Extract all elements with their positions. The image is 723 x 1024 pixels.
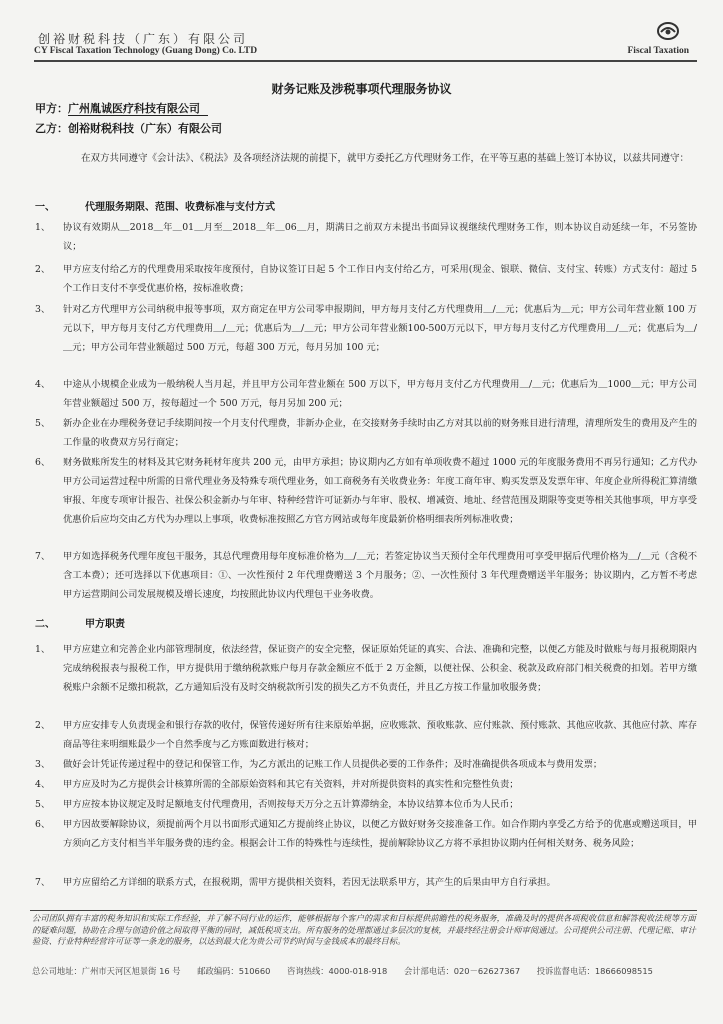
intro-paragraph: 在双方共同遵守《会计法》、《税法》及各项经济法规的前提下，就甲方委托乙方代理财务工作，在平等互惠的基础上签订本协议，以兹共同遵守：	[81, 153, 690, 164]
company-name-en: CY Fiscal Taxation Technology (Guang Dong) Co. LTD	[34, 46, 258, 56]
clause-text: 新办企业在办理税务登记手续期间按一个月支付代理费，非新办企业，在交接财务手续时由乙方对其以前的财务账目进行清理，清理所发生的费用及产生的工作量的收费双方另行商定；	[63, 418, 697, 448]
clause-text: 针对乙方代理甲方公司纳税申报等事项，双方商定在甲方公司零申报期间，甲方每月支付乙方代理费用＿/＿元；优惠后为＿元；甲方公司年营业额 100 万元以下，甲方每月支付乙方代理费用＿/＿元；优惠后为＿/＿元；甲方公司年营业额100-500万元以下，甲方每月支付乙方代理费用＿/＿元；优惠后为＿/＿元；甲方公司年营业额超过 500 万元，每超 300 万元，每月另加 100 元；	[63, 304, 697, 353]
clause-number: 2、	[35, 264, 51, 275]
footer-postcode: 邮政编码：510660	[197, 966, 271, 976]
clause-text: 甲方应及时为乙方提供会计核算所需的全部原始资料和其它有关资料，并对所提供资料的真实性和完整性负责；	[63, 779, 519, 790]
clause-1-2	[35, 260, 697, 298]
clause-text: 甲方因故要解除协议，须提前两个月以书面形式通知乙方提前终止协议，以便乙方做好财务交接准备工作。如合作期内享受乙方给予的优惠或赠送项目，甲方须向乙方支付相当半年服务费的违约金。根据会计工作的特殊性与连续性，提前解除协议乙方将不承担协议期内任何相关财务、税务风险；	[63, 819, 697, 849]
clause-1-3	[35, 300, 697, 357]
clause-1-4	[35, 375, 697, 413]
party-b-name: 创裕财税科技（广东）有限公司	[68, 122, 222, 135]
footer-divider	[30, 910, 697, 911]
clause-text: 做好会计凭证传递过程中的登记和保管工作，为乙方派出的记账工作人员提供必要的工作条件；及时准确提供各项成本与费用发票；	[63, 759, 603, 770]
clause-number: 5、	[35, 418, 51, 429]
clause-text: 财务做账所发生的材料及其它财务耗材年度共 200 元，由甲方承担；协议期内乙方如有单项收费不超过 1000 元的年度服务费用不再另行通知；乙方代办甲方公司运营过程中所需的日常代理业务及特殊专项代理业务，如工商税务有关收费业务：年度工商年审、购买发票及发票年审、年度企业所得税汇算清缴审报、年度专项审计报告、社保公积金新办与年审、特种经营许可证新办与年审、股权、增减资、地址、经营范围及期限等变更等相关其他事项，甲方享受优惠价后应均交由乙方代为办理以上事项，收费标准按照乙方官方网站或每年度最新价格明细表所列标准收费；	[63, 457, 697, 525]
section-2-title: 甲方职责	[85, 619, 125, 630]
clause-number: 7、	[35, 877, 51, 888]
clause-text: 甲方如选择税务代理年度包干服务，其总代理费用每年度标准价格为＿/＿元；若签定协议当天预付全年代理费用可享受甲据后代理价格为＿/＿元（含税不含工本费）；还可选择以下优惠项目：①、一次性预付 2 年代理费赠送 3 个月服务；②、一次性预付 3 年代理费赠送半年服务；协议期内，乙方暂不考虑甲方运营期间公司发展规模及增长速度，均按照此协议内代理包干业务收费。	[63, 551, 697, 600]
clause-text: 中途从小规模企业成为一般纳税人当月起，并且甲方公司年营业额在 500 万以下，甲方每月支付乙方代理费用＿/＿元；优惠后为＿1000＿元；甲方公司年营业额超过 500 万，按每超过一个 500 万元，每月另加 200 元；	[63, 379, 697, 409]
clause-1-5	[35, 414, 697, 452]
header-divider	[34, 60, 697, 62]
clause-number: 6、	[35, 457, 51, 468]
clause-2-5	[35, 795, 697, 814]
document-title: 财务记账及涉税事项代理服务协议	[271, 82, 452, 96]
clause-number: 4、	[35, 779, 51, 790]
footer-address: 总公司地址：广州市天河区旭景街 16 号	[32, 966, 181, 976]
clause-1-6	[35, 453, 697, 529]
section-2-heading	[35, 615, 125, 630]
party-b	[35, 120, 222, 136]
party-a-label: 甲方：	[35, 102, 68, 115]
footer-complaint-tel: 投诉监督电话：18666098515	[536, 966, 653, 976]
clause-2-2	[35, 716, 697, 754]
clause-number: 6、	[35, 819, 51, 830]
section-1-title: 代理服务期限、范围、收费标准与支付方式	[85, 202, 275, 213]
clause-number: 3、	[35, 304, 51, 315]
clause-1-7	[35, 547, 697, 604]
clause-number: 4、	[35, 379, 51, 390]
clause-number: 7、	[35, 551, 51, 562]
clause-text: 甲方应按本协议规定及时足额地支付代理费用，否则按每天万分之五计算滞纳金，本协议结算本位币为人民币；	[63, 799, 519, 810]
footer-accounting-tel: 会计部电话：020－62627367	[403, 966, 521, 976]
section-1-heading	[35, 198, 275, 213]
clause-text: 协议有效期从＿2018＿年＿01＿月至＿2018＿年＿06＿月，期满日之前双方未提出书面异议视继续代理财务工作，则本协议自动延续一年，不另签协议；	[63, 222, 697, 252]
company-logo-icon	[655, 20, 681, 42]
clause-number: 3、	[35, 759, 51, 770]
clause-number: 1、	[35, 222, 51, 233]
party-b-label: 乙方：	[35, 122, 68, 135]
clause-number: 1、	[35, 644, 51, 655]
section-1-number: 一、	[35, 202, 55, 213]
clause-2-6	[35, 815, 697, 853]
clause-2-4	[35, 775, 697, 794]
clause-2-1	[35, 640, 697, 697]
clause-text: 甲方应建立和完善企业内部管理制度，依法经营，保证资产的安全完整，保证原始凭证的真实、合法、准确和完整，以便乙方能及时做账与每月报税期限内完成纳税报表与报税工作，甲方提供用于缴纳税款账户每月存款金额应不低于 2 万金额，以便社保、公积金、税款及政府部门相关税费的扣划。若甲方缴税账户余额不足缴扣税款，乙方通知后没有及时交纳税款所引发的损失乙方不负责任，并且乙方按工作量加收服务费；	[63, 644, 697, 693]
footer-description: 公司团队拥有丰富的税务知识和实际工作经验，并了解不同行业的运作，能够根据每个客户的需求和目标提供前瞻性的税务服务，准确及时的提供各项税收信息和解答税收法规等方面的疑难问题，协助在合理与创造价值之间取得平衡的同时，减低税项支出。所有服务的处理都通过多层次的复核，并最终经注册会计师审阅通过。公司提供公司注册、代理记账、审计验资、行业特种经营许可证等一条龙的服务，以达到最大化为贵公司节约时间与金钱成本的最终目标。	[32, 913, 696, 946]
company-name-cn: 创裕财税科技（广东）有限公司	[38, 32, 249, 46]
clause-text: 甲方应留给乙方详细的联系方式，在报税期，需甲方提供相关资料，若因无法联系甲方，其产生的后果由甲方自行承担。	[63, 877, 556, 888]
footer-contact	[32, 965, 697, 977]
brand-name-en: Fiscal Taxation	[627, 46, 689, 56]
section-2-number: 二、	[35, 619, 55, 630]
party-a	[35, 100, 208, 116]
clause-number: 5、	[35, 799, 51, 810]
footer-hotline: 咨询热线：4000-018-918	[287, 966, 388, 976]
clause-text: 甲方应支付给乙方的代理费用采取按年度预付，自协议签订日起 5 个工作日内支付给乙方，可采用(现金、银联、微信、支付宝、转账）方式支付：超过 5 个工作日支付不享受优惠价格，按标准收费；	[63, 264, 697, 294]
clause-2-7	[35, 873, 697, 892]
clause-1-1	[35, 218, 697, 256]
party-a-name: 广州胤诚医疗科技有限公司	[68, 102, 208, 116]
clause-text: 甲方应安排专人负责现金和银行存款的收付，保管传递好所有往来原始单据，应收账款、预收账款、应付账款、预付账款、其他应收款、其他应付款、库存商品等往来明细账最少一个自然季度与乙方账面数进行核对；	[63, 720, 697, 750]
clause-2-3	[35, 755, 697, 774]
clause-number: 2、	[35, 720, 51, 731]
